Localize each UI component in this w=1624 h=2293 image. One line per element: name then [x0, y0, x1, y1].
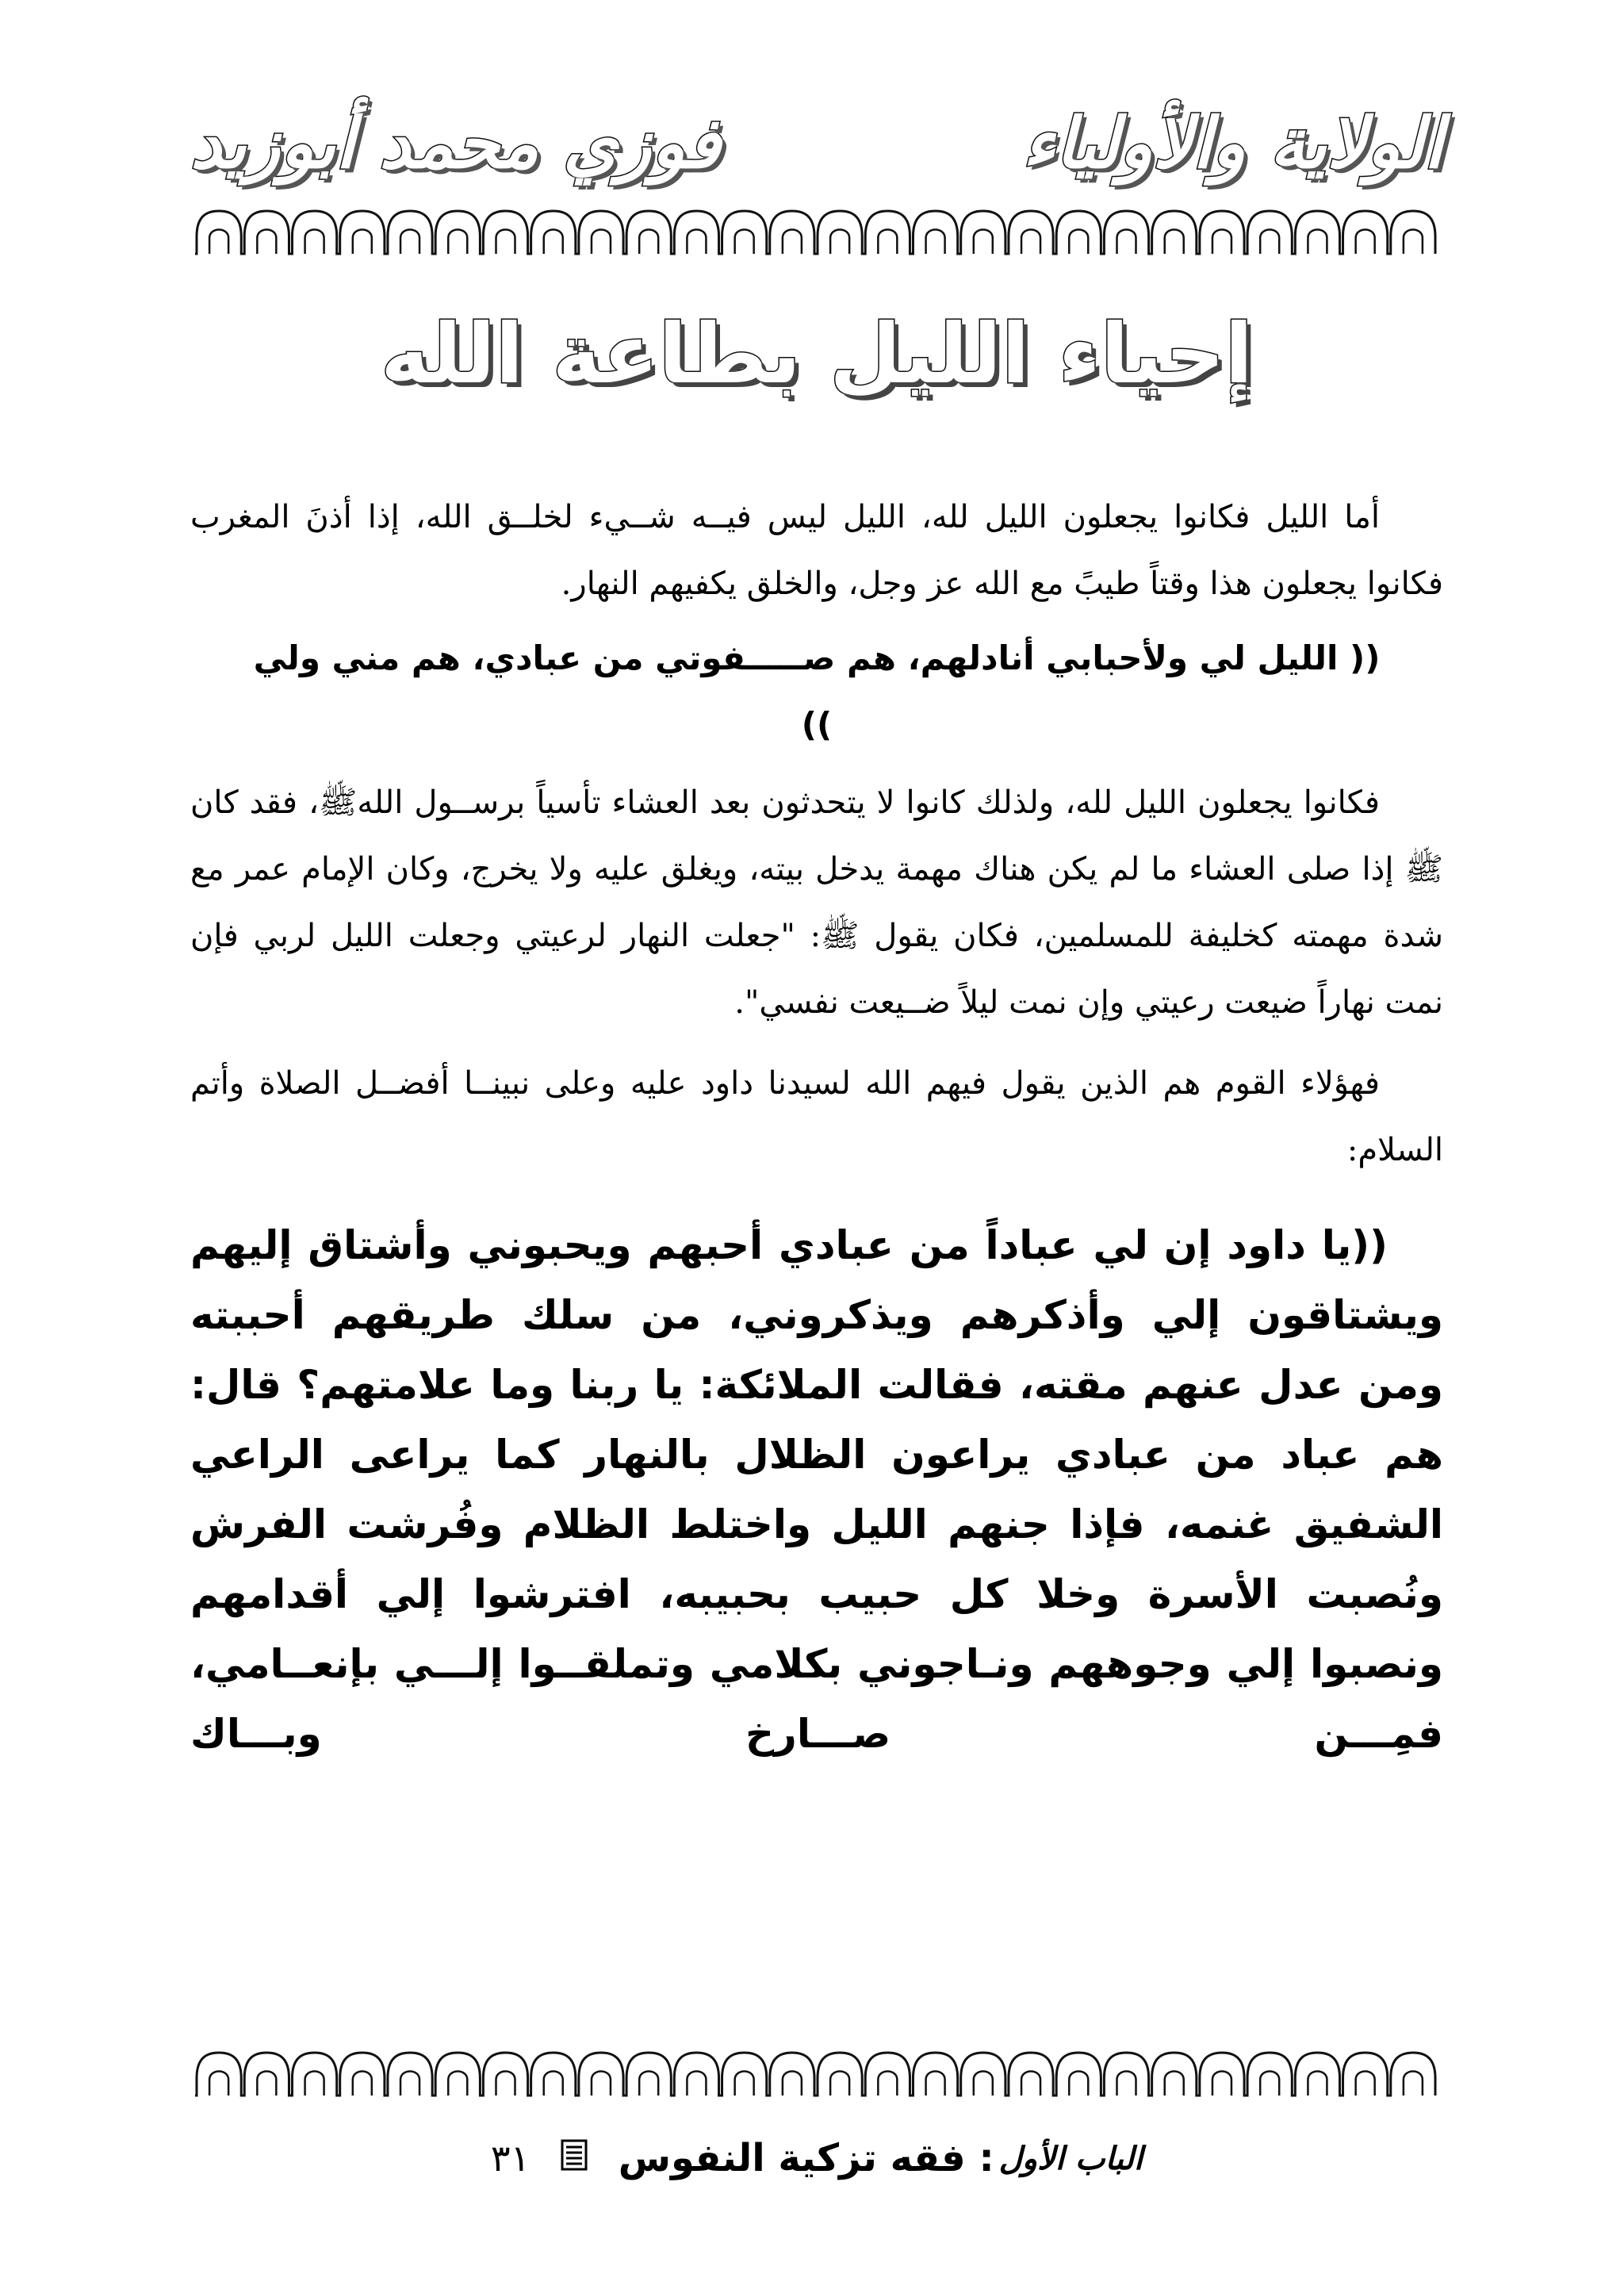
arch-inner-loop: [974, 2072, 993, 2096]
arch-inner-loop: [1117, 230, 1136, 255]
arch-inner-loop: [1212, 2072, 1231, 2096]
footer-colon: :: [979, 2136, 994, 2180]
arch-inner-loop: [783, 2072, 802, 2096]
arch-inner-loop: [305, 230, 324, 255]
arch-inner-loop: [1404, 2072, 1423, 2096]
arch-inner-loop: [830, 2072, 849, 2096]
running-header: [190, 102, 1443, 205]
arch-inner-loop: [1021, 2072, 1040, 2096]
arch-inner-loop: [1404, 230, 1423, 255]
arch-inner-loop: [353, 230, 372, 255]
arch-inner-loop: [830, 230, 849, 255]
author-name: فوزي محمد أبوزيد: [190, 102, 721, 184]
arch-inner-loop: [400, 230, 419, 255]
arch-inner-loop: [1260, 2072, 1279, 2096]
arch-inner-loop: [209, 230, 228, 255]
paragraph-3: فهؤلاء القوم هم الذين يقول فيهم الله لسيدنا داود عليه وعلى نبينــا أفضــل الصلاة وأتم السلام:: [190, 1065, 1443, 1168]
arch-inner-loop: [496, 230, 515, 255]
arch-inner-loop: [209, 2072, 228, 2096]
arch-ornament-path: [195, 2053, 1435, 2096]
bottom-ornament-border: [195, 2050, 1437, 2097]
arch-inner-loop: [1212, 230, 1231, 255]
arch-inner-loop: [544, 230, 563, 255]
arch-inner-loop: [1021, 230, 1040, 255]
book-icon: [561, 2136, 588, 2180]
arch-inner-loop: [735, 2072, 754, 2096]
arch-inner-loop: [1117, 2072, 1136, 2096]
chapter-title: إحياء الليل بطاعة الله: [380, 305, 1254, 402]
arch-inner-loop: [544, 2072, 563, 2096]
arch-inner-loop: [1165, 2072, 1184, 2096]
arch-inner-loop: [1308, 2072, 1327, 2096]
body-text: [190, 484, 1443, 1769]
arch-inner-loop: [1356, 2072, 1375, 2096]
arch-inner-loop: [735, 230, 754, 255]
arch-inner-loop: [878, 230, 897, 255]
arch-inner-loop: [639, 230, 658, 255]
arch-ornament-path: [195, 211, 1435, 254]
page-number: ٣١: [490, 2137, 530, 2180]
hadith-quote-1: (( الليل لي ولأحبابي أنادلهم، هم صـــــفوتي من عبادي، هم مني ولي )): [253, 638, 1381, 744]
arch-inner-loop: [974, 230, 993, 255]
paragraph-2: فكانوا يجعلون الليل لله، ولذلك كانوا لا يتحدثون بعد العشاء تأسياً برســول اللهﷺ، فقد كان ﷺ إذا صلى العشاء ما لم يكن هناك مهمة يدخل بيته، ويغلق عليه ولا يخرج، وكان الإمام عمر مع شدة مهمته كخليفة للمسلمين، فكان يقول ﷺ: "جعلت النهار لرعيتي وجعلت الليل لربي فإن نمت نهاراً ضيعت رعيتي وإن نمت ليلاً ضــيعت نفسي".: [190, 784, 1444, 1021]
arch-inner-loop: [926, 230, 945, 255]
arch-inner-loop: [592, 230, 611, 255]
arch-inner-loop: [257, 2072, 276, 2096]
arch-inner-loop: [783, 230, 802, 255]
arch-inner-loop: [448, 230, 467, 255]
arch-inner-loop: [687, 2072, 706, 2096]
arch-inner-loop: [878, 2072, 897, 2096]
arch-inner-loop: [1356, 230, 1375, 255]
paragraph-1: أما الليل فكانوا يجعلون الليل لله، الليل ليس فيــه شــيء لخلــق الله، إذا أذنَ المغرب فكانوا يجعلون هذا وقتاً طيبً مع الله عز وجل، والخلق يكفيهم النهار.: [190, 499, 1443, 602]
arch-inner-loop: [1308, 230, 1327, 255]
hadith-quote-2: ((يا داود إن لي عباداً من عبادي أحبهم ويحبوني وأشتاق إليهم ويشتاقون إلي وأذكرهم ويذكروني، من سلك طريقهم أحببته ومن عدل عنهم مقته، فقالت الملائكة: يا ربنا وما علامتهم؟ قال: هم عباد من عبادي يراعون الظلال بالنهار كما يراعى الراعي الشفيق غنمه، فإذا جنهم الليل واختلط الظلام وفُرشت الفرش ونُصبت الأسرة وخلا كل حبيب بحبيبه، افترشوا إلي أقدامهم ونصبوا إلي وجوههم ونـاجوني بكلامي وتملقــوا إلـــي بإنعــامي، فمِـــن صـــارخ وبـــاك: [190, 1222, 1443, 1757]
arch-inner-loop: [305, 2072, 324, 2096]
book-title: الولاية والأولياء: [1022, 102, 1443, 184]
arch-inner-loop: [926, 2072, 945, 2096]
arch-inner-loop: [400, 2072, 419, 2096]
arch-inner-loop: [448, 2072, 467, 2096]
arch-inner-loop: [1069, 2072, 1088, 2096]
arch-inner-loop: [1260, 230, 1279, 255]
arch-inner-loop: [1165, 230, 1184, 255]
top-ornament-border: [195, 208, 1437, 255]
arch-inner-loop: [687, 230, 706, 255]
arch-inner-loop: [496, 2072, 515, 2096]
footer-chapter-label: الباب الأول: [998, 2139, 1143, 2177]
arch-inner-loop: [1069, 230, 1088, 255]
footer-subject: فقه تزكية النفوس: [618, 2136, 966, 2180]
arch-inner-loop: [257, 230, 276, 255]
arch-inner-loop: [592, 2072, 611, 2096]
page-footer: [190, 2134, 1443, 2180]
arch-inner-loop: [353, 2072, 372, 2096]
arch-inner-loop: [639, 2072, 658, 2096]
